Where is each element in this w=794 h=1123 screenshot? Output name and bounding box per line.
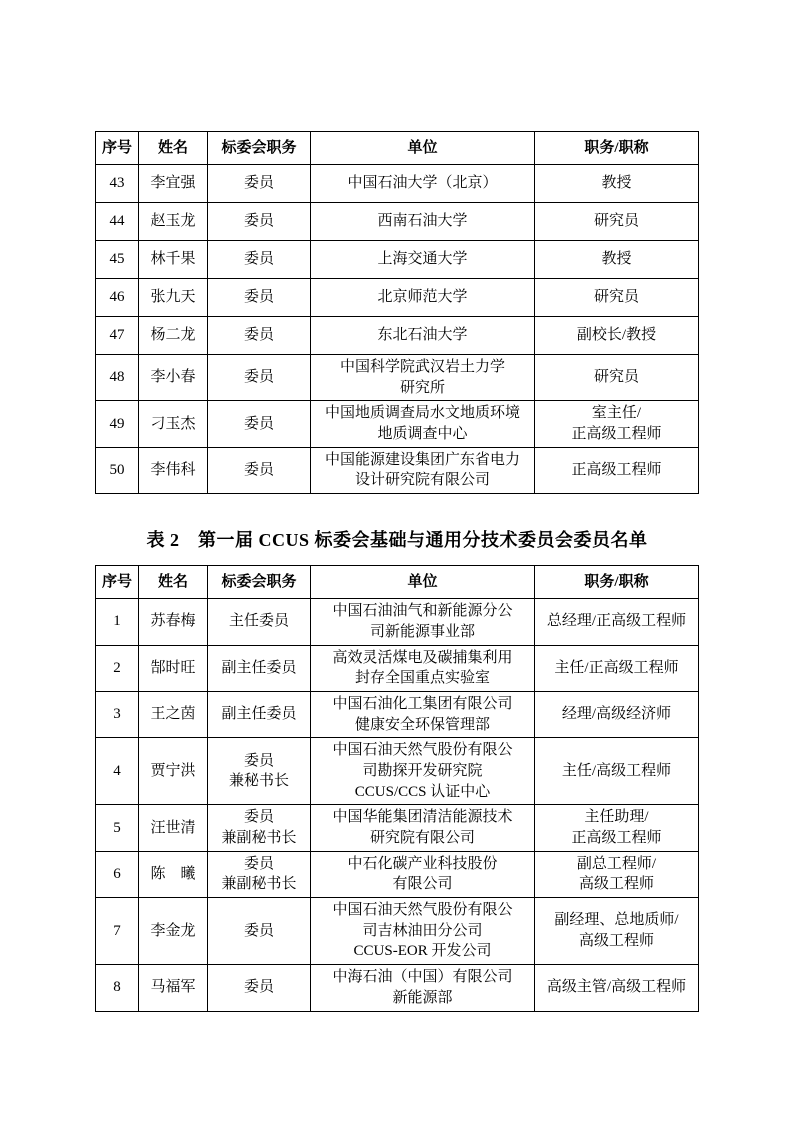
member-name-cell: 赵玉龙: [139, 203, 208, 241]
column-header: 标委会职务: [208, 566, 311, 599]
position-title-cell: 副总工程师/ 高级工程师: [535, 851, 699, 897]
serial-number-cell: 4: [96, 738, 139, 805]
position-title-cell: 教授: [535, 241, 699, 279]
position-title-cell: 室主任/ 正高级工程师: [535, 401, 699, 447]
serial-number-cell: 2: [96, 645, 139, 691]
organization-cell: 中国科学院武汉岩土力学 研究所: [311, 355, 535, 401]
position-title-cell: 经理/高级经济师: [535, 691, 699, 737]
committee-role-cell: 委员 兼副秘书长: [208, 851, 311, 897]
committee-role-cell: 委员: [208, 447, 311, 493]
committee-role-cell: 委员: [208, 165, 311, 203]
column-header: 姓名: [139, 132, 208, 165]
position-title-cell: 研究员: [535, 279, 699, 317]
serial-number-cell: 46: [96, 279, 139, 317]
column-header: 单位: [311, 132, 535, 165]
column-header: 单位: [311, 566, 535, 599]
committee-role-cell: 委员: [208, 317, 311, 355]
committee-role-cell: 副主任委员: [208, 691, 311, 737]
organization-cell: 中国石油化工集团有限公司 健康安全环保管理部: [311, 691, 535, 737]
column-header: 姓名: [139, 566, 208, 599]
column-header: 序号: [96, 132, 139, 165]
table2-caption: 表 2 第一届 CCUS 标委会基础与通用分技术委员会委员名单: [146, 530, 648, 551]
column-header: 序号: [96, 566, 139, 599]
member-name-cell: 李金龙: [139, 898, 208, 965]
table-row: [96, 447, 699, 493]
position-title-cell: 主任/高级工程师: [535, 738, 699, 805]
member-name-cell: 李小春: [139, 355, 208, 401]
serial-number-cell: 48: [96, 355, 139, 401]
subcommittee-members-table: [95, 565, 699, 1011]
serial-number-cell: 7: [96, 898, 139, 965]
position-title-cell: 教授: [535, 165, 699, 203]
serial-number-cell: 5: [96, 805, 139, 851]
organization-cell: 中国能源建设集团广东省电力 设计研究院有限公司: [311, 447, 535, 493]
table-row: [96, 738, 699, 805]
member-name-cell: 王之茵: [139, 691, 208, 737]
position-title-cell: 高级主管/高级工程师: [535, 965, 699, 1011]
table-row: [96, 355, 699, 401]
table-body: [96, 165, 699, 494]
table-row: [96, 317, 699, 355]
table-row: [96, 599, 699, 645]
committee-role-cell: 委员: [208, 279, 311, 317]
member-name-cell: 刁玉杰: [139, 401, 208, 447]
member-name-cell: 李伟科: [139, 447, 208, 493]
committee-role-cell: 委员: [208, 898, 311, 965]
serial-number-cell: 43: [96, 165, 139, 203]
committee-role-cell: 委员: [208, 203, 311, 241]
position-title-cell: 正高级工程师: [535, 447, 699, 493]
committee-role-cell: 委员: [208, 355, 311, 401]
organization-cell: 中石化碳产业科技股份 有限公司: [311, 851, 535, 897]
committee-role-cell: 委员: [208, 401, 311, 447]
table-row: [96, 898, 699, 965]
member-name-cell: 张九天: [139, 279, 208, 317]
committee-role-cell: 委员: [208, 965, 311, 1011]
serial-number-cell: 44: [96, 203, 139, 241]
serial-number-cell: 49: [96, 401, 139, 447]
position-title-cell: 总经理/正高级工程师: [535, 599, 699, 645]
member-name-cell: 苏春梅: [139, 599, 208, 645]
organization-cell: 中国石油油气和新能源分公 司新能源事业部: [311, 599, 535, 645]
serial-number-cell: 3: [96, 691, 139, 737]
organization-cell: 西南石油大学: [311, 203, 535, 241]
organization-cell: 中国石油大学（北京）: [311, 165, 535, 203]
organization-cell: 中海石油（中国）有限公司 新能源部: [311, 965, 535, 1011]
serial-number-cell: 47: [96, 317, 139, 355]
serial-number-cell: 50: [96, 447, 139, 493]
organization-cell: 中国石油天然气股份有限公 司勘探开发研究院 CCUS/CCS 认证中心: [311, 738, 535, 805]
table-row: [96, 851, 699, 897]
member-name-cell: 汪世清: [139, 805, 208, 851]
position-title-cell: 主任/正高级工程师: [535, 645, 699, 691]
position-title-cell: 研究员: [535, 355, 699, 401]
member-name-cell: 马福军: [139, 965, 208, 1011]
member-name-cell: 贾宁洪: [139, 738, 208, 805]
table-body: [96, 599, 699, 1011]
position-title-cell: 副经理、总地质师/ 高级工程师: [535, 898, 699, 965]
organization-cell: 北京师范大学: [311, 279, 535, 317]
table-row: [96, 165, 699, 203]
position-title-cell: 副校长/教授: [535, 317, 699, 355]
column-header: 标委会职务: [208, 132, 311, 165]
table-row: [96, 965, 699, 1011]
organization-cell: 高效灵活煤电及碳捕集利用 封存全国重点实验室: [311, 645, 535, 691]
table-row: [96, 691, 699, 737]
member-name-cell: 李宜强: [139, 165, 208, 203]
position-title-cell: 研究员: [535, 203, 699, 241]
table-header-row: [96, 132, 699, 165]
committee-role-cell: 委员 兼秘书长: [208, 738, 311, 805]
member-name-cell: 杨二龙: [139, 317, 208, 355]
serial-number-cell: 45: [96, 241, 139, 279]
member-name-cell: 林千果: [139, 241, 208, 279]
organization-cell: 东北石油大学: [311, 317, 535, 355]
table-row: [96, 805, 699, 851]
organization-cell: 中国石油天然气股份有限公 司吉林油田分公司 CCUS-EOR 开发公司: [311, 898, 535, 965]
column-header: 职务/职称: [535, 132, 699, 165]
member-name-cell: 郜时旺: [139, 645, 208, 691]
organization-cell: 中国地质调查局水文地质环境 地质调查中心: [311, 401, 535, 447]
committee-role-cell: 委员 兼副秘书长: [208, 805, 311, 851]
committee-role-cell: 委员: [208, 241, 311, 279]
serial-number-cell: 8: [96, 965, 139, 1011]
member-name-cell: 陈 曦: [139, 851, 208, 897]
organization-cell: 中国华能集团清洁能源技术 研究院有限公司: [311, 805, 535, 851]
committee-members-table-continued: [95, 131, 699, 494]
position-title-cell: 主任助理/ 正高级工程师: [535, 805, 699, 851]
table-header-row: [96, 566, 699, 599]
committee-role-cell: 主任委员: [208, 599, 311, 645]
table-row: [96, 279, 699, 317]
table-row: [96, 203, 699, 241]
table-row: [96, 241, 699, 279]
committee-role-cell: 副主任委员: [208, 645, 311, 691]
table-row: [96, 401, 699, 447]
column-header: 职务/职称: [535, 566, 699, 599]
table-row: [96, 645, 699, 691]
serial-number-cell: 1: [96, 599, 139, 645]
serial-number-cell: 6: [96, 851, 139, 897]
organization-cell: 上海交通大学: [311, 241, 535, 279]
